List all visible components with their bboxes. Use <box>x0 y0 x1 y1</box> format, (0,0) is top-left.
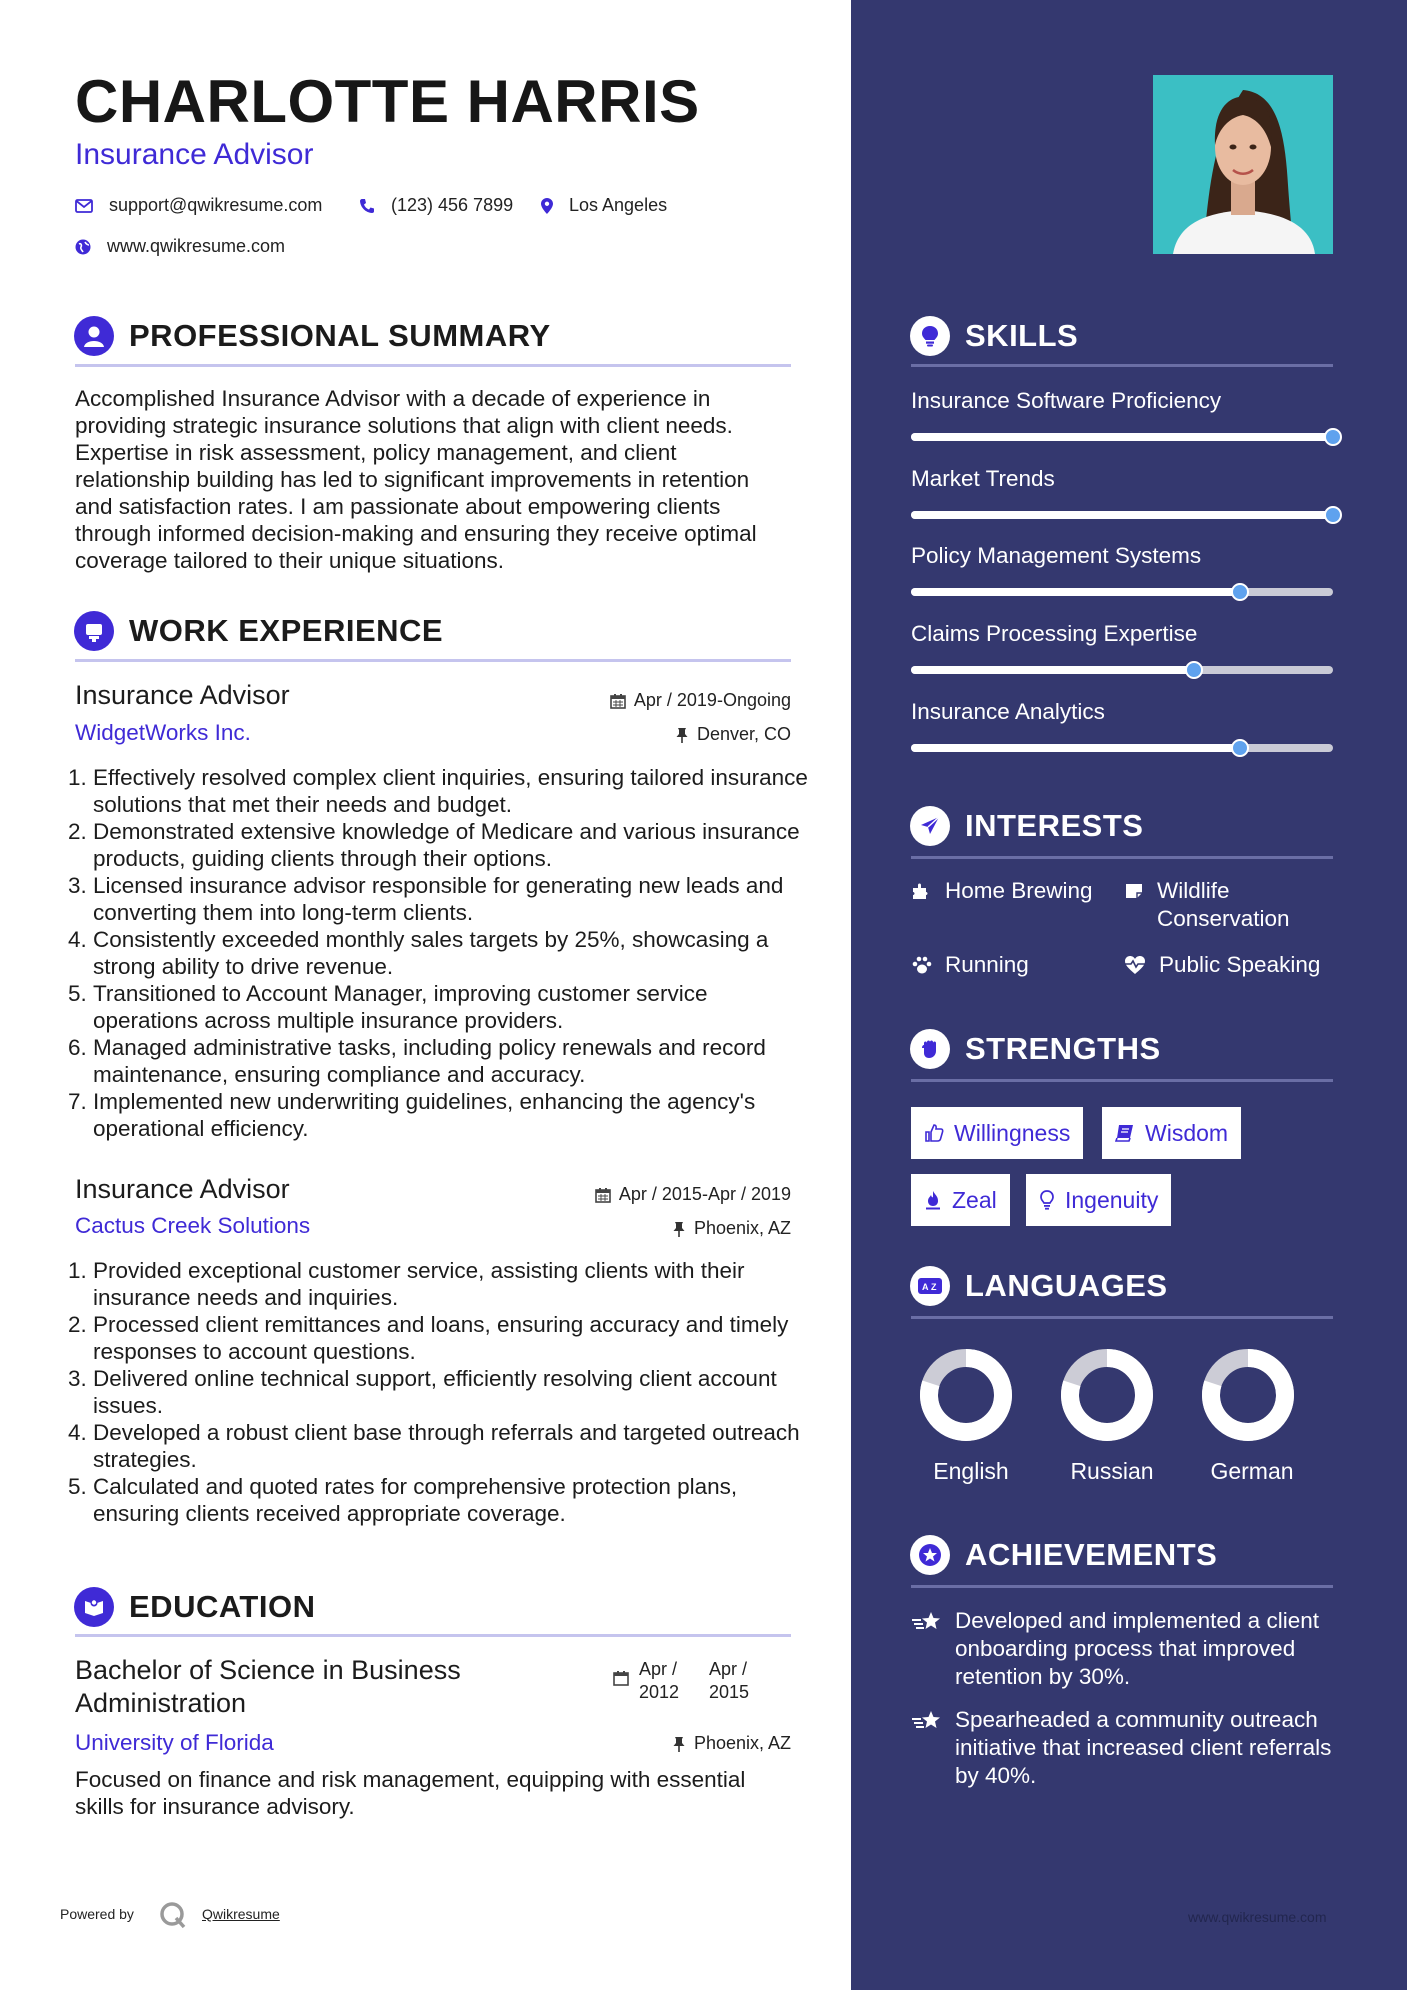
lightbulb-icon <box>910 316 950 356</box>
svg-text:A: A <box>922 1282 929 1292</box>
job-bullet: 1. Provided exceptional customer service, assisting clients with their insurance needs and inquiries. <box>93 1257 809 1311</box>
skill-bar <box>911 744 1333 752</box>
skill-bar <box>911 666 1333 674</box>
education-description: Focused on finance and risk management, equipping with essential skills for insurance advisory. <box>75 1767 746 1819</box>
job-bullets <box>75 764 809 1142</box>
job-dates-text: Apr / 2019-Ongoing <box>633 690 791 710</box>
job-bullet: 2. Processed client remittances and loans, ensuring accuracy and timely responses to account questions. <box>93 1311 809 1365</box>
pin-icon <box>672 1221 686 1237</box>
calendar-icon <box>610 693 626 709</box>
job-location-text: Denver, CO <box>696 724 791 744</box>
experience-heading <box>74 611 443 651</box>
education-divider <box>75 1634 791 1637</box>
languages-divider <box>911 1316 1333 1319</box>
profile-photo <box>1153 75 1333 254</box>
skill-name: Insurance Software Proficiency <box>911 388 1222 413</box>
interest-label: Public Speaking <box>1159 952 1321 977</box>
strength-label: Zeal <box>952 1186 997 1213</box>
achievement-text: Developed and implemented a client onboarding process that improved retention by 30%. <box>955 1608 1319 1689</box>
job-company: WidgetWorks Inc. <box>75 720 251 745</box>
contact-email[interactable] <box>75 195 322 216</box>
star-badge-icon <box>910 1535 950 1575</box>
skill-fill <box>911 666 1194 674</box>
experience-divider <box>75 659 791 662</box>
achievements-divider <box>911 1585 1333 1588</box>
job-bullet: 7. Implemented new underwriting guidelines, enhancing the agency's operational efficiency. <box>93 1088 809 1142</box>
education-degree: Bachelor of Science in Business Administration <box>75 1655 461 1718</box>
job-location <box>540 724 791 745</box>
strength-chip <box>911 1107 1083 1159</box>
job-title: Insurance Advisor <box>75 680 290 710</box>
book-icon <box>1115 1124 1135 1142</box>
job-dates <box>520 1184 791 1205</box>
job-bullet: 1. Effectively resolved complex client inquiries, ensuring tailored insurance solutions that met their needs and budget. <box>93 764 809 818</box>
job-bullet: 5. Calculated and quoted rates for comprehensive protection plans, ensuring clients received appropriate coverage. <box>93 1473 809 1527</box>
email-text: support@qwikresume.com <box>109 195 323 215</box>
candidate-title: Insurance Advisor <box>75 138 314 171</box>
education-heading <box>74 1587 315 1627</box>
pin-icon <box>675 727 689 743</box>
languages-heading-label: LANGUAGES <box>965 1268 1168 1303</box>
strengths-heading-label: STRENGTHS <box>965 1031 1161 1066</box>
calendar-icon <box>613 1670 629 1686</box>
education-heading-label: EDUCATION <box>129 1589 316 1624</box>
strength-chip <box>1026 1174 1171 1226</box>
strength-label: Ingenuity <box>1065 1186 1159 1213</box>
job-bullet: 3. Licensed insurance advisor responsible for generating new leads and converting them into long-term clients. <box>93 872 809 926</box>
fist-icon <box>910 1029 950 1069</box>
interest-label: Wildlife Conservation <box>1157 878 1290 931</box>
contact-location <box>541 195 667 216</box>
map-pin-icon <box>541 198 553 214</box>
contact-website[interactable] <box>75 236 285 257</box>
candidate-name: CHARLOTTE HARRIS <box>75 68 700 135</box>
job-location <box>540 1218 791 1239</box>
heartbeat-icon <box>1123 955 1147 975</box>
skill-name: Insurance Analytics <box>911 699 1105 724</box>
skill-name: Claims Processing Expertise <box>911 621 1198 646</box>
phone-icon <box>359 198 375 214</box>
interests-divider <box>911 856 1333 859</box>
job-dates-text: Apr / 2015-Apr / 2019 <box>618 1184 791 1204</box>
interest-label: Running <box>945 952 1029 977</box>
skills-divider <box>911 364 1333 367</box>
skill-bar <box>911 433 1333 441</box>
thumbs-up-icon <box>924 1123 944 1143</box>
achievement-item <box>911 1706 1333 1790</box>
shooting-star-icon <box>911 1709 943 1733</box>
pin-icon <box>672 1736 686 1752</box>
education-school: University of Florida <box>75 1730 274 1755</box>
fire-icon <box>924 1190 942 1210</box>
job-dates <box>540 690 791 711</box>
sidebar <box>851 0 1407 1990</box>
interests-heading <box>910 806 1143 846</box>
skill-bar <box>911 511 1333 519</box>
language-label: Russian <box>1070 1458 1154 1484</box>
strength-chip <box>911 1174 1010 1226</box>
skills-heading <box>910 316 1078 356</box>
strengths-heading <box>910 1029 1161 1069</box>
job-bullet: 6. Managed administrative tasks, including policy renewals and record maintenance, ensuring compliance and accuracy. <box>93 1034 809 1088</box>
strength-label: Willingness <box>954 1119 1071 1146</box>
contact-phone[interactable] <box>359 195 513 216</box>
experience-heading-label: WORK EXPERIENCE <box>129 613 444 648</box>
briefcase-icon <box>74 611 114 651</box>
skill-name: Market Trends <box>911 466 1055 491</box>
language-item <box>1052 1340 1162 1455</box>
skill-knob <box>1324 506 1342 524</box>
qwikresume-logo-icon <box>158 1900 188 1930</box>
job-bullet: 3. Delivered online technical support, efficiently resolving client account issues. <box>93 1365 809 1419</box>
language-item <box>1193 1340 1303 1455</box>
interests-heading-label: INTERESTS <box>965 808 1144 843</box>
interest-item <box>1123 951 1343 979</box>
job-bullets <box>75 1257 809 1527</box>
skill-knob <box>1324 428 1342 446</box>
achievement-item <box>911 1607 1333 1691</box>
job-location-text: Phoenix, AZ <box>693 1218 791 1238</box>
interest-item <box>911 877 1111 905</box>
interest-label: Home Brewing <box>945 878 1093 903</box>
strengths-divider <box>911 1079 1333 1082</box>
summary-text: Accomplished Insurance Advisor with a decade of experience in providing strategic insurance solutions that align with client needs. Expertise in risk assessment, policy management, and client relationship building has led to significant improvements in retention and satisfaction rates. I am passionate about empowering clients through informed decision-making and ensuring they receive optimal coverage tailored to their unique situations. <box>75 386 757 573</box>
skills-heading-label: SKILLS <box>965 318 1079 353</box>
interest-item <box>911 951 1111 979</box>
skill-fill <box>911 588 1240 596</box>
job-bullet: 2. Demonstrated extensive knowledge of Medicare and various insurance products, guiding clients through their options. <box>93 818 809 872</box>
achievement-text: Spearheaded a community outreach initiative that increased client referrals by 40%. <box>955 1707 1332 1788</box>
strength-label: Wisdom <box>1145 1119 1229 1146</box>
lightbulb-outline-icon <box>1039 1190 1055 1210</box>
job-company: Cactus Creek Solutions <box>75 1213 311 1238</box>
phone-text: (123) 456 7899 <box>391 195 514 215</box>
globe-icon <box>75 239 91 255</box>
job-title: Insurance Advisor <box>75 1174 290 1204</box>
user-icon <box>74 316 114 356</box>
education-location <box>540 1733 791 1754</box>
education-date-end: Apr / 2015 <box>709 1659 750 1702</box>
job-bullet: 4. Consistently exceeded monthly sales targets by 25%, showcasing a strong ability to drive revenue. <box>93 926 809 980</box>
translate-icon <box>910 1266 950 1306</box>
footer-site-link[interactable]: www.qwikresume.com <box>1188 1909 1327 1925</box>
powered-by-label: Powered by <box>60 1906 134 1922</box>
job-bullet: 5. Transitioned to Account Manager, improving customer service operations across multiple insurance providers. <box>93 980 809 1034</box>
graduation-icon <box>74 1587 114 1627</box>
skill-knob <box>1185 661 1203 679</box>
summary-divider <box>75 364 791 367</box>
skill-fill <box>911 744 1240 752</box>
skill-bar <box>911 588 1333 596</box>
email-icon <box>75 199 93 213</box>
skill-name: Policy Management Systems <box>911 543 1202 568</box>
paw-icon <box>911 955 933 975</box>
summary-heading <box>74 316 551 356</box>
interest-item <box>1123 877 1323 933</box>
language-item <box>911 1340 1021 1455</box>
website-text: www.qwikresume.com <box>107 236 286 256</box>
shooting-star-icon <box>911 1610 943 1634</box>
languages-heading <box>910 1266 1168 1306</box>
achievements-heading <box>910 1535 1217 1575</box>
education-date-start: Apr / 2012 <box>639 1659 680 1702</box>
puzzle-icon <box>911 881 933 901</box>
job-bullet: 4. Developed a robust client base through referrals and targeted outreach strategies. <box>93 1419 809 1473</box>
language-label: English <box>933 1458 1009 1484</box>
skill-fill <box>911 433 1333 441</box>
summary-heading-label: PROFESSIONAL SUMMARY <box>129 318 551 353</box>
svg-text:Z: Z <box>931 1282 937 1292</box>
leaf-icon <box>1123 881 1145 901</box>
language-label: German <box>1210 1458 1294 1484</box>
paper-plane-icon <box>910 806 950 846</box>
calendar-icon <box>595 1187 611 1203</box>
qwikresume-link[interactable]: Qwikresume <box>202 1906 280 1922</box>
strength-chip <box>1102 1107 1241 1159</box>
education-location-text: Phoenix, AZ <box>693 1733 791 1753</box>
skill-fill <box>911 511 1333 519</box>
achievements-heading-label: ACHIEVEMENTS <box>965 1537 1218 1572</box>
location-text: Los Angeles <box>569 195 668 215</box>
